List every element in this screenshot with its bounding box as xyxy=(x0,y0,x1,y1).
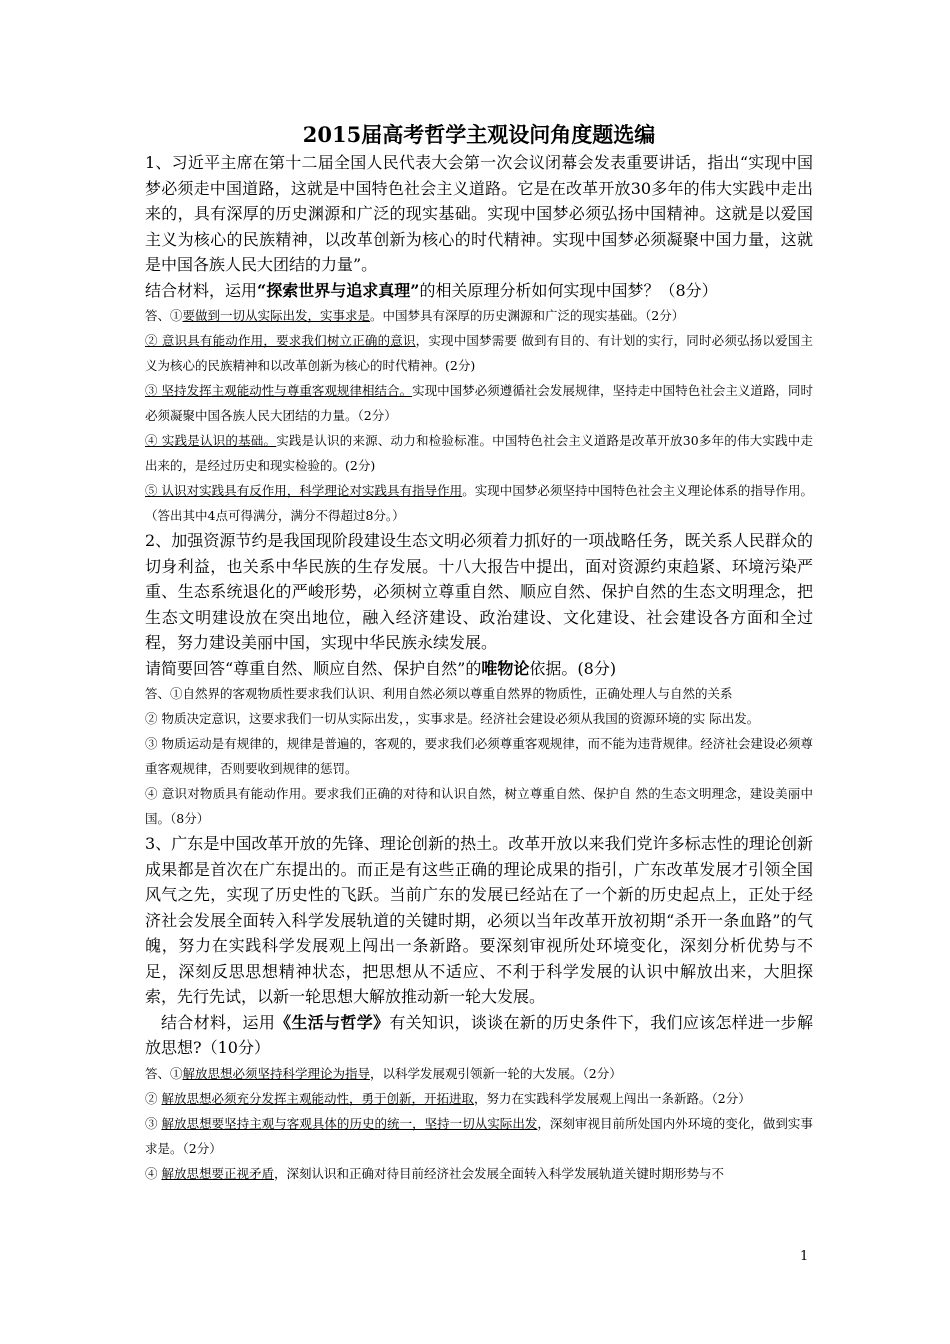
q3-answer-1: 答、①解放思想必须坚持科学理论为指导，以科学发展观引领新一轮的大发展。（2分） xyxy=(145,1065,622,1081)
q3-answer-4: ④ 解放思想要正视矛盾，深刻认识和正确对待目前经济社会发展全面转入科学发展轨道关键时期形势与不 xyxy=(145,1165,725,1181)
q1-answer-3: ③ 坚持发挥主观能动性与尊重客观规律相结合。实现中国梦必须遵循社会发展规律，坚持走中国特色社会主义道路，同时必须凝聚中国各族人民大团结的力量。（2分） xyxy=(145,383,813,423)
q3-answer-3: ③ 解放思想要坚持主观与客观具体的历史的统一，坚持一切从实际出发，深刻审视目前所处国内外环境的变化，做到实事求是。（2分） xyxy=(145,1115,813,1156)
q1-question: 结合材料，运用“探索世界与追求真理”的相关原理分析如何实现中国梦？（8分） xyxy=(145,280,718,300)
q2-answer-3: ③ 物质运动是有规律的，规律是普遍的，客观的，要求我们必须尊重客观规律，而不能为违背规律。经济社会建设必须尊重客观规律，否则要收到规律的惩罚。 xyxy=(145,736,813,776)
q1-answer-4: ④ 实践是认识的基础。实践是认识的来源、动力和检验标准。中国特色社会主义道路是改革开放30多年的伟大实践中走出来的，是经过历史和现实检验的。(2分) xyxy=(145,433,813,473)
q1-answer-5: ⑤ 认识对实践具有反作用，科学理论对实践具有指导作用。实现中国梦必须坚持中国特色社会主义理论体系的指导作用。（答出其中4点可得满分，满分不得超过8分。） xyxy=(145,483,813,523)
q2-answer-1: 答、①自然界的客观物质性要求我们认识、利用自然必须以尊重自然界的物质性，正确处理人与自然的关系 xyxy=(145,686,733,701)
q1-material: 1、习近平主席在第十二届全国人民代表大会第一次会议闭幕会发表重要讲话，指出“实现中国梦必须走中国道路，这就是中国特色社会主义道路。它是在改革开放30多年的伟大实践中走出来的，具有深厚的历史渊源和广泛的现实基础。实现中国梦必须弘扬中国精神。这就是以爱国主义为核心的民族精神，以改革创新为核心的时代精神。实现中国梦必须凝聚中国力量，这就是中国各族人民大团结的力量”。 xyxy=(145,153,813,274)
document-title: 2015届高考哲学主观设问角度题选编 xyxy=(302,122,656,147)
q3-answer-2: ② 解放思想必须充分发挥主观能动性，勇于创新，开拓进取，努力在实践科学发展观上闯出一条新路。（2分） xyxy=(145,1090,751,1106)
q3-question: 结合材料，运用《生活与哲学》有关知识，谈谈在新的历史条件下，我们应该怎样进一步解放思想?（10分） xyxy=(145,1012,813,1057)
q2-question: 请简要回答“尊重自然、顺应自然、保护自然”的唯物论依据。(8分) xyxy=(145,658,617,678)
q1-answer-2: ② 意识具有能动作用，要求我们树立正确的意识，实现中国梦需要 做到有目的、有计划的实行，同时必须弘扬以爱国主义为核心的民族精神和以改革创新为核心的时代精神。(2分) xyxy=(145,333,813,373)
document-page xyxy=(145,120,813,1186)
q2-material: 2、加强资源节约是我国现阶段建设生态文明必须着力抓好的一项战略任务，既关系人民群众的切身利益，也关系中华民族的生存发展。十八大报告中提出，面对资源约束趋紧、环境污染严重、生态系统退化的严峻形势，必须树立尊重自然、顺应自然、保护自然的生态文明理念，把生态文明建设放在突出地位，融入经济建设、政治建设、文化建设、社会建设各方面和全过程，努力建设美丽中国，实现中华民族永续发展。 xyxy=(145,531,813,652)
q3-material: 3、广东是中国改革开放的先锋、理论创新的热土。改革开放以来我们党许多标志性的理论创新成果都是首次在广东提出的。而正是有这些正确的理论成果的指引，广东改革发展才引领全国风气之先，实现了历史性的飞跃。当前广东的发展已经站在了一个新的历史起点上，正处于经济社会发展全面转入科学发展轨道的关键时期，必须以当年改革开放初期“杀开一条血路”的气魄，努力在实践科学发展观上闯出一条新路。要深刻审视所处环境变化，深刻分析优势与不足，深刻反思思想精神状态，把思想从不适应、不利于科学发展的认识中解放出来，大胆探索，先行先试，以新一轮思想大解放推动新一轮大发展。 xyxy=(145,834,813,1006)
q1-answer-1: 答、①要做到一切从实际出发，实事求是。中国梦具有深厚的历史渊源和广泛的现实基础。（2分） xyxy=(145,308,685,323)
q2-answer-2: ② 物质决定意识，这要求我们一切从实际出发，，实事求是。经济社会建设必须从我国的资源环境的实 际出发。 xyxy=(145,711,760,726)
q2-answer-4: ④ 意识对物质具有能动作用。要求我们正确的对待和认识自然，树立尊重自然、保护自 然的生态文明理念，建设美丽中国。（8分） xyxy=(145,786,813,826)
page-number: 1 xyxy=(800,1249,809,1264)
